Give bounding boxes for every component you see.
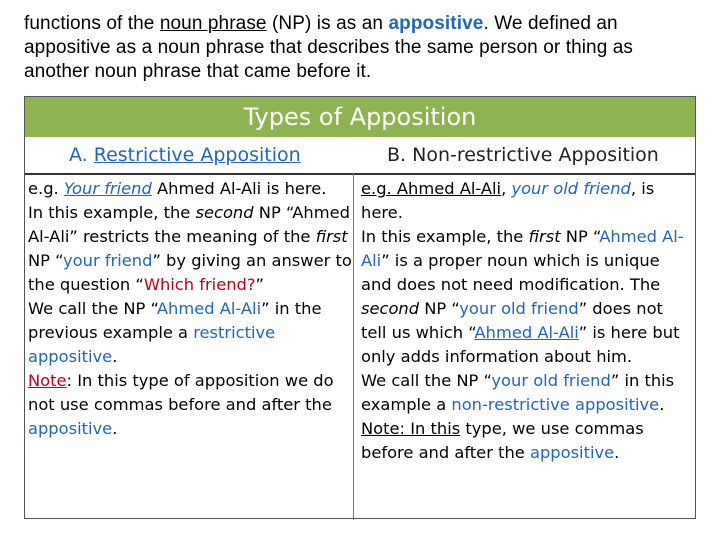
- text-segment: NP “: [28, 251, 64, 270]
- example-phrase: Ahmed Al-Ali: [474, 323, 579, 342]
- text-segment: .: [659, 395, 665, 414]
- text-segment: In this example, the: [361, 227, 529, 246]
- text-segment: .: [614, 443, 620, 462]
- apposition-table: [24, 96, 696, 519]
- note-label: Note: In this: [361, 419, 461, 438]
- text-emphasis: second: [195, 203, 254, 222]
- text-segment: e.g.: [28, 179, 64, 198]
- text-segment: .: [112, 347, 118, 366]
- example-phrase: Ahmed Al-Ali: [361, 227, 684, 270]
- text-segment: ” is here but only adds information about him.: [361, 323, 680, 366]
- term-highlight: appositive: [28, 419, 113, 438]
- text-segment: NP “Ahmed Al-Ali” restricts the meaning of the: [28, 203, 350, 246]
- text-segment: , is here.: [361, 179, 655, 222]
- text-segment: NP “: [419, 299, 460, 318]
- column-title-restrictive: [69, 141, 301, 169]
- column-divider: [353, 173, 354, 520]
- example-phrase: Ahmed Al-Ali: [156, 299, 262, 318]
- text-segment: ” does not tell us which “: [361, 299, 663, 342]
- text-segment: ” by giving an answer to the question “: [28, 251, 352, 294]
- intro-appositive-term: appositive: [388, 13, 484, 34]
- restrictive-column-text: [28, 177, 353, 441]
- table-header: Types of Apposition: [25, 97, 695, 137]
- header-divider: [25, 173, 695, 175]
- example-phrase: your old friend: [459, 299, 579, 318]
- term-highlight: non-restrictive appositive: [451, 395, 660, 414]
- text-emphasis: first: [315, 227, 348, 246]
- text-segment: : In this type of apposition we do not use commas before and after the: [28, 371, 334, 414]
- text-segment: .: [112, 419, 118, 438]
- column-title-prefix: A.: [69, 144, 94, 166]
- text-emphasis: second: [361, 299, 420, 318]
- text-segment: ” in this example a: [361, 371, 675, 414]
- text-emphasis: first: [528, 227, 561, 246]
- question-phrase: Which friend?: [143, 275, 256, 294]
- text-segment: ,: [501, 179, 512, 198]
- text-segment: NP “: [560, 227, 600, 246]
- text-segment: Ahmed Al-Ali is here.: [151, 179, 327, 198]
- example-phrase: your old friend: [511, 179, 631, 198]
- text-segment: type, we use commas before and after the: [361, 419, 644, 462]
- term-highlight: restrictive appositive: [28, 323, 276, 366]
- text-segment: We call the NP “: [28, 299, 157, 318]
- text-segment: ”: [255, 275, 264, 294]
- text-segment: We call the NP “: [361, 371, 492, 390]
- column-title-non-restrictive: B. Non-restrictive Apposition: [387, 144, 659, 166]
- example-phrase: your old friend: [491, 371, 611, 390]
- non-restrictive-column-text: [361, 177, 691, 465]
- intro-text: . We defined an appositive as a noun phrase that describes the same person or thing as another noun phrase that came before it.: [24, 13, 634, 82]
- example-phrase: e.g. Ahmed Al-Ali: [361, 179, 502, 198]
- intro-paragraph: [24, 12, 696, 84]
- text-segment: ” in the previous example a: [28, 299, 322, 342]
- intro-text: functions of the: [24, 13, 160, 34]
- column-title-main: Restrictive Apposition: [93, 144, 301, 166]
- example-phrase: Your friend: [63, 179, 152, 198]
- intro-noun-phrase: noun phrase: [159, 13, 267, 34]
- text-segment: ” is a proper noun which is unique and does not need modification. The: [361, 251, 661, 294]
- note-label: Note: [28, 371, 67, 390]
- text-segment: In this example, the: [28, 203, 196, 222]
- intro-text: (NP) is as an: [266, 13, 389, 34]
- example-phrase: your friend: [63, 251, 153, 270]
- term-highlight: appositive: [529, 443, 615, 462]
